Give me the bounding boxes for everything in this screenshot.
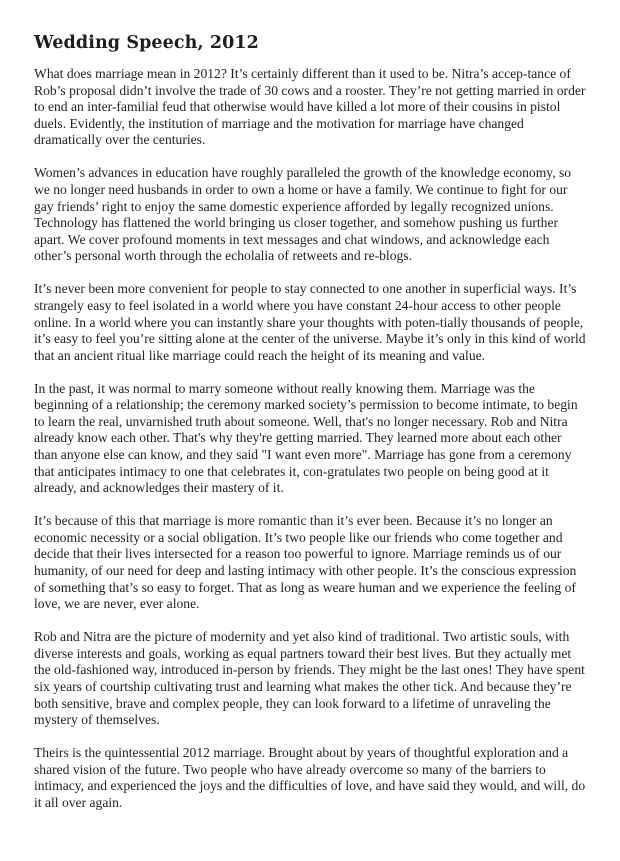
document-title: Wedding Speech, 2012 <box>34 33 259 53</box>
paragraph-5: It’s because of this that marriage is more romantic than it’s ever been. Because it’s no longer an economic necessity or a social obligation. It’s two people like our friends who come together and decide that their lives intersected for a reason too powerful to ignore. Marriage reminds us of our humanity, of our need for deep and lasting intimacy with other people. It’s the conscious expression of something that’s so easy to forget. That as long as weare human and we experience the feeling of love, we are never, ever alone. <box>34 513 577 612</box>
paragraph-2: Women’s advances in education have roughly paralleled the growth of the knowledge economy, so we no longer need husbands in order to own a home or have a family. We continue to fight for our gay friends’ right to enjoy the same domestic experience afforded by legally recognized unions. Technology has flattened the world bringing us closer together, and somehow pushing us further apart. We cover profound moments in text messages and chat windows, and acknowledge each other’s personal worth through the echolalia of retweets and re-blogs. <box>34 165 572 264</box>
paragraph-6: Rob and Nitra are the picture of modernity and yet also kind of traditional. Two artistic souls, with diverse interests and goals, working as equal partners toward their best lives. But they actually met the old-fashioned way, introduced in-person by friends. They might be the last ones! They have spent six years of courtship cultivating trust and learning what makes the other tick. And because they’re both sensitive, brave and complex people, they can look forward to a lifetime of unraveling the mystery of themselves. <box>34 629 585 728</box>
paragraph-7: Theirs is the quintessential 2012 marriage. Brought about by years of thoughtful exploration and a shared vision of the future. Two people who have already overcome so many of the barriers to intimacy, and experienced the joys and the difficulties of love, and have said they would, and will, do it all over again. <box>34 745 586 810</box>
document-page <box>34 30 586 828</box>
paragraph-3: It’s never been more convenient for people to stay connected to one another in superficial ways. It’s strangely easy to feel isolated in a world where you have constant 24-hour access to other people online. In a world where you can instantly share your thoughts with poten-tially thousands of people, it’s easy to feel you’re sitting alone at the center of the universe. Maybe it’s only in this kind of world that an ancient ritual like marriage could reach the height of its meaning and value. <box>34 281 586 363</box>
paragraph-4: In the past, it was normal to marry someone without really knowing them. Marriage was the beginning of a relationship; the ceremony marked society’s permission to become intimate, to begin to learn the real, unvarnished truth about someone. Well, that's no longer necessary. Rob and Nitra already know each other. That's why they're getting married. They learned more about each other than anyone else can know, and they said "I want even more". Marriage has gone from a ceremony that anticipates intimacy to one that celebrates it, con-gratulates two people on being good at it already, and acknowledges their mastery of it. <box>34 380 578 496</box>
paragraph-1: What does marriage mean in 2012? It’s certainly different than it used to be. Nitra’s accep-tance of Rob’s proposal didn’t involve the trade of 30 cows and a rooster. They’re not getting married in order to end an inter-familial feud that otherwise would have killed a lot more of their cousins in pistol duels. Evidently, the institution of marriage and the motivation for marriage have changed dramatically over the centuries. <box>34 66 586 148</box>
